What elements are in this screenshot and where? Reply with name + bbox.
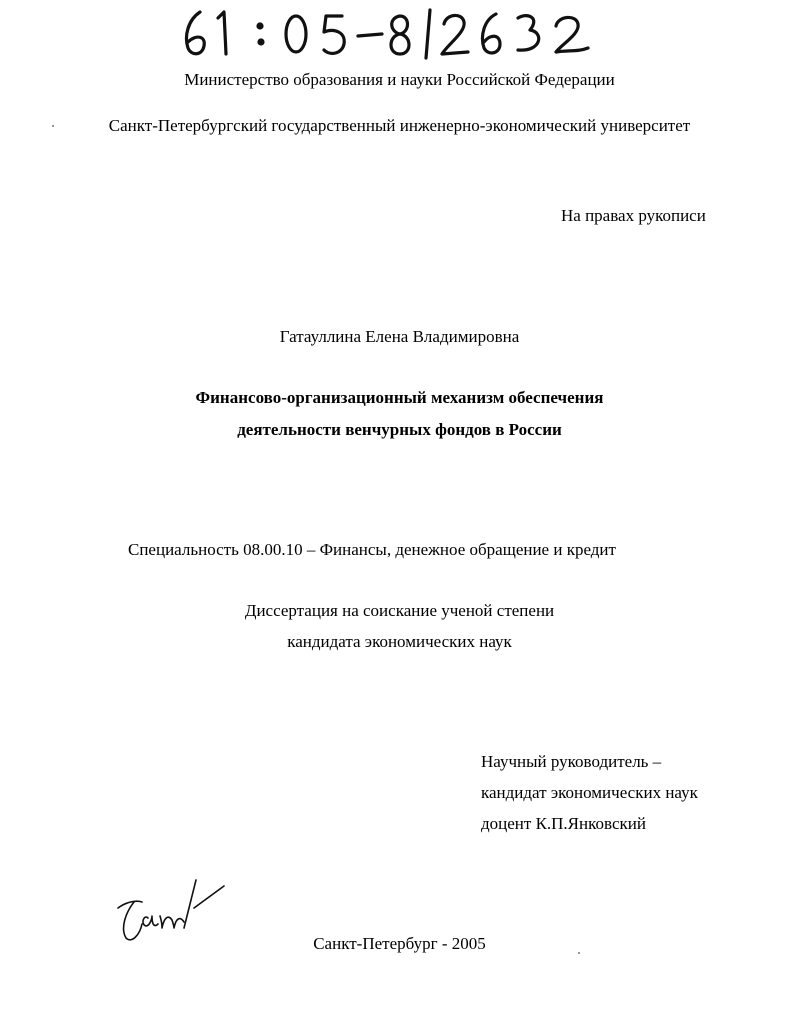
- degree-line-1: Диссертация на соискание ученой степени: [244, 601, 555, 620]
- supervisor-line-1: Научный руководитель –: [481, 752, 662, 771]
- author-name: Гатауллина Елена Владимировна: [279, 327, 520, 346]
- scan-speck: [578, 952, 580, 954]
- university-name: Санкт-Петербургский государственный инженерно-экономический университет: [108, 116, 691, 135]
- city-year: Санкт-Петербург - 2005: [313, 934, 486, 953]
- handwritten-archive-code: [178, 6, 598, 62]
- dissertation-title-line-2: деятельности венчурных фондов в России: [237, 420, 562, 439]
- scan-speck: [52, 125, 54, 127]
- ministry-name: Министерство образования и науки Российской Федерации: [184, 70, 615, 89]
- specialty-line: Специальность 08.00.10 – Финансы, денежное обращение и кредит: [128, 540, 616, 559]
- dissertation-title-line-1: Финансово-организационный механизм обеспечения: [195, 388, 604, 407]
- supervisor-line-2: кандидат экономических наук: [481, 783, 698, 802]
- rights-note: На правах рукописи: [561, 206, 706, 225]
- degree-line-2: кандидата экономических наук: [287, 632, 512, 651]
- supervisor-line-3: доцент К.П.Янковский: [481, 814, 646, 833]
